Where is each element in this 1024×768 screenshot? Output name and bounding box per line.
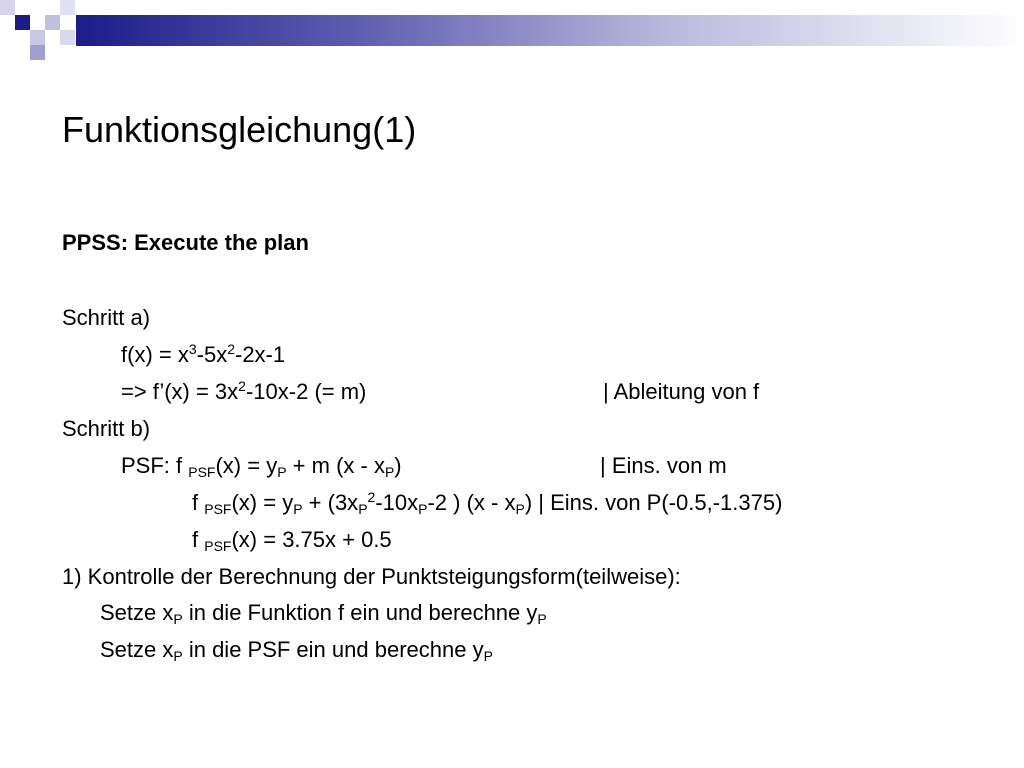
derivative-line (121, 379, 366, 405)
psf1-part: (x) = y (215, 453, 278, 478)
control-heading (62, 564, 681, 590)
psf2-sub: P (418, 501, 428, 517)
fx-part: -2x-1 (235, 342, 286, 367)
fx-part: -5x (196, 342, 228, 367)
fx-exp: 3 (188, 341, 197, 357)
psf1-sub: PSF (188, 464, 216, 480)
psf2-sub: PSF (204, 501, 232, 517)
psf2-sub: P (358, 501, 368, 517)
setze2-part: in die PSF ein und berechne y (182, 637, 484, 662)
header-gradient-bar (76, 15, 1024, 46)
psf2-part: -10x (375, 490, 419, 515)
psf2-part: f (192, 490, 205, 515)
derivative-comment: | Ableitung von f (603, 379, 760, 404)
setze1-part: Setze x (100, 600, 174, 625)
decor-square-light (30, 45, 45, 60)
psf2-part: + (3x (302, 490, 359, 515)
psf2-part: -2 ) (x - x (427, 490, 516, 515)
psf2-part: ) | Eins. von P(-0.5,-1.375) (524, 490, 783, 515)
psf1-sub: P (384, 464, 395, 480)
decor-square-light (0, 0, 15, 15)
control-text: 1) Kontrolle der Berechnung der Punktsteigungsform(teilweise): (62, 564, 681, 589)
psf-line-3 (192, 527, 392, 553)
setze2-sub: P (483, 648, 493, 664)
setze1-sub: P (173, 611, 183, 627)
psf-line-1 (121, 453, 402, 479)
fprime-part: => f’(x) = 3x (121, 379, 239, 404)
psf3-part: (x) = 3.75x + 0.5 (231, 527, 392, 552)
decor-square-light (60, 0, 75, 15)
fprime-part: -10x-2 (= m) (245, 379, 367, 404)
header-decoration (0, 0, 1024, 46)
decor-square-light (45, 15, 60, 30)
psf1-comment: | Eins. von m (600, 453, 727, 478)
step-b-text: Schritt b) (62, 416, 151, 441)
psf3-sub: PSF (204, 538, 232, 554)
psf1-part: PSF: f (121, 453, 189, 478)
psf1-part: ) (394, 453, 402, 478)
psf2-sub: P (515, 501, 525, 517)
psf-line-2 (192, 490, 782, 516)
decor-square-light (30, 30, 45, 45)
slide-title: Funktionsgleichung(1) (62, 109, 417, 150)
decor-square-dark (15, 15, 30, 30)
psf2-exp: 2 (367, 489, 376, 505)
fx-exp: 2 (227, 341, 235, 357)
psf3-part: f (192, 527, 205, 552)
psf2-part: (x) = y (231, 490, 294, 515)
setze-line-2 (100, 637, 493, 663)
step-a-label (62, 305, 150, 331)
psf2-sub: P (293, 501, 303, 517)
function-definition (121, 342, 285, 368)
step-a-text: Schritt a) (62, 305, 151, 330)
setze2-part: Setze x (100, 637, 174, 662)
decor-square-light (60, 30, 75, 45)
psf1-part: + m (x - x (286, 453, 385, 478)
slide-subtitle: PPSS: Execute the plan (62, 230, 309, 255)
fprime-exp: 2 (238, 378, 246, 394)
fx-part: f(x) = x (121, 342, 189, 367)
psf1-sub: P (277, 464, 287, 480)
setze2-sub: P (173, 648, 183, 664)
setze1-sub: P (537, 611, 547, 627)
setze-line-1 (100, 600, 547, 626)
step-b-label (62, 416, 150, 442)
setze1-part: in die Funktion f ein und berechne y (182, 600, 538, 625)
